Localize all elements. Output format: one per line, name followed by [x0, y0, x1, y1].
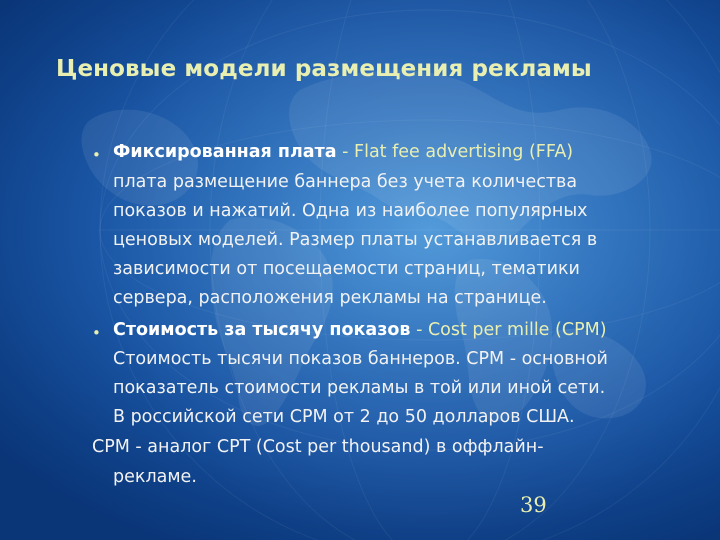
note-line: CPM - аналог CPT (Cost per thousand) в оффлайн-: [92, 437, 544, 457]
bullet-separator: -: [336, 142, 355, 162]
bullet-line: показов и нажатий. Одна из наиболее популярных: [113, 201, 588, 221]
bullet-line: Стоимость тысячи показов баннеров. CPM - основной: [113, 349, 608, 369]
bullet-heading: [113, 320, 607, 340]
page-number: 39: [520, 493, 547, 517]
bullet-english-term: Flat fee advertising (FFA): [354, 142, 574, 162]
bullet-english-term: Cost per mille (CPM): [427, 320, 607, 340]
bullet-heading: [113, 142, 573, 162]
bullet-term: Стоимость за тысячу показов: [113, 320, 411, 340]
bullet-term: Фиксированная плата: [113, 142, 337, 162]
bullet-separator: -: [410, 320, 428, 340]
bullet-line: сервера, расположения рекламы на странице.: [113, 288, 547, 308]
bullet-line: ценовых моделей. Размер платы устанавливается в: [113, 230, 598, 250]
note-line: рекламе.: [113, 467, 197, 487]
bullet-line: В российской сети CPM от 2 до 50 долларов США.: [113, 407, 575, 427]
bullet-line: зависимости от посещаемости страниц, тематики: [113, 259, 580, 279]
slide-title: Ценовые модели размещения рекламы: [56, 56, 592, 82]
bullet-line: показатель стоимости рекламы в той или иной сети.: [113, 378, 606, 398]
bullet-dot-icon: •: [92, 324, 101, 342]
bullet-line: плата размещение баннера без учета количества: [113, 172, 578, 192]
bullet-dot-icon: •: [92, 146, 101, 164]
